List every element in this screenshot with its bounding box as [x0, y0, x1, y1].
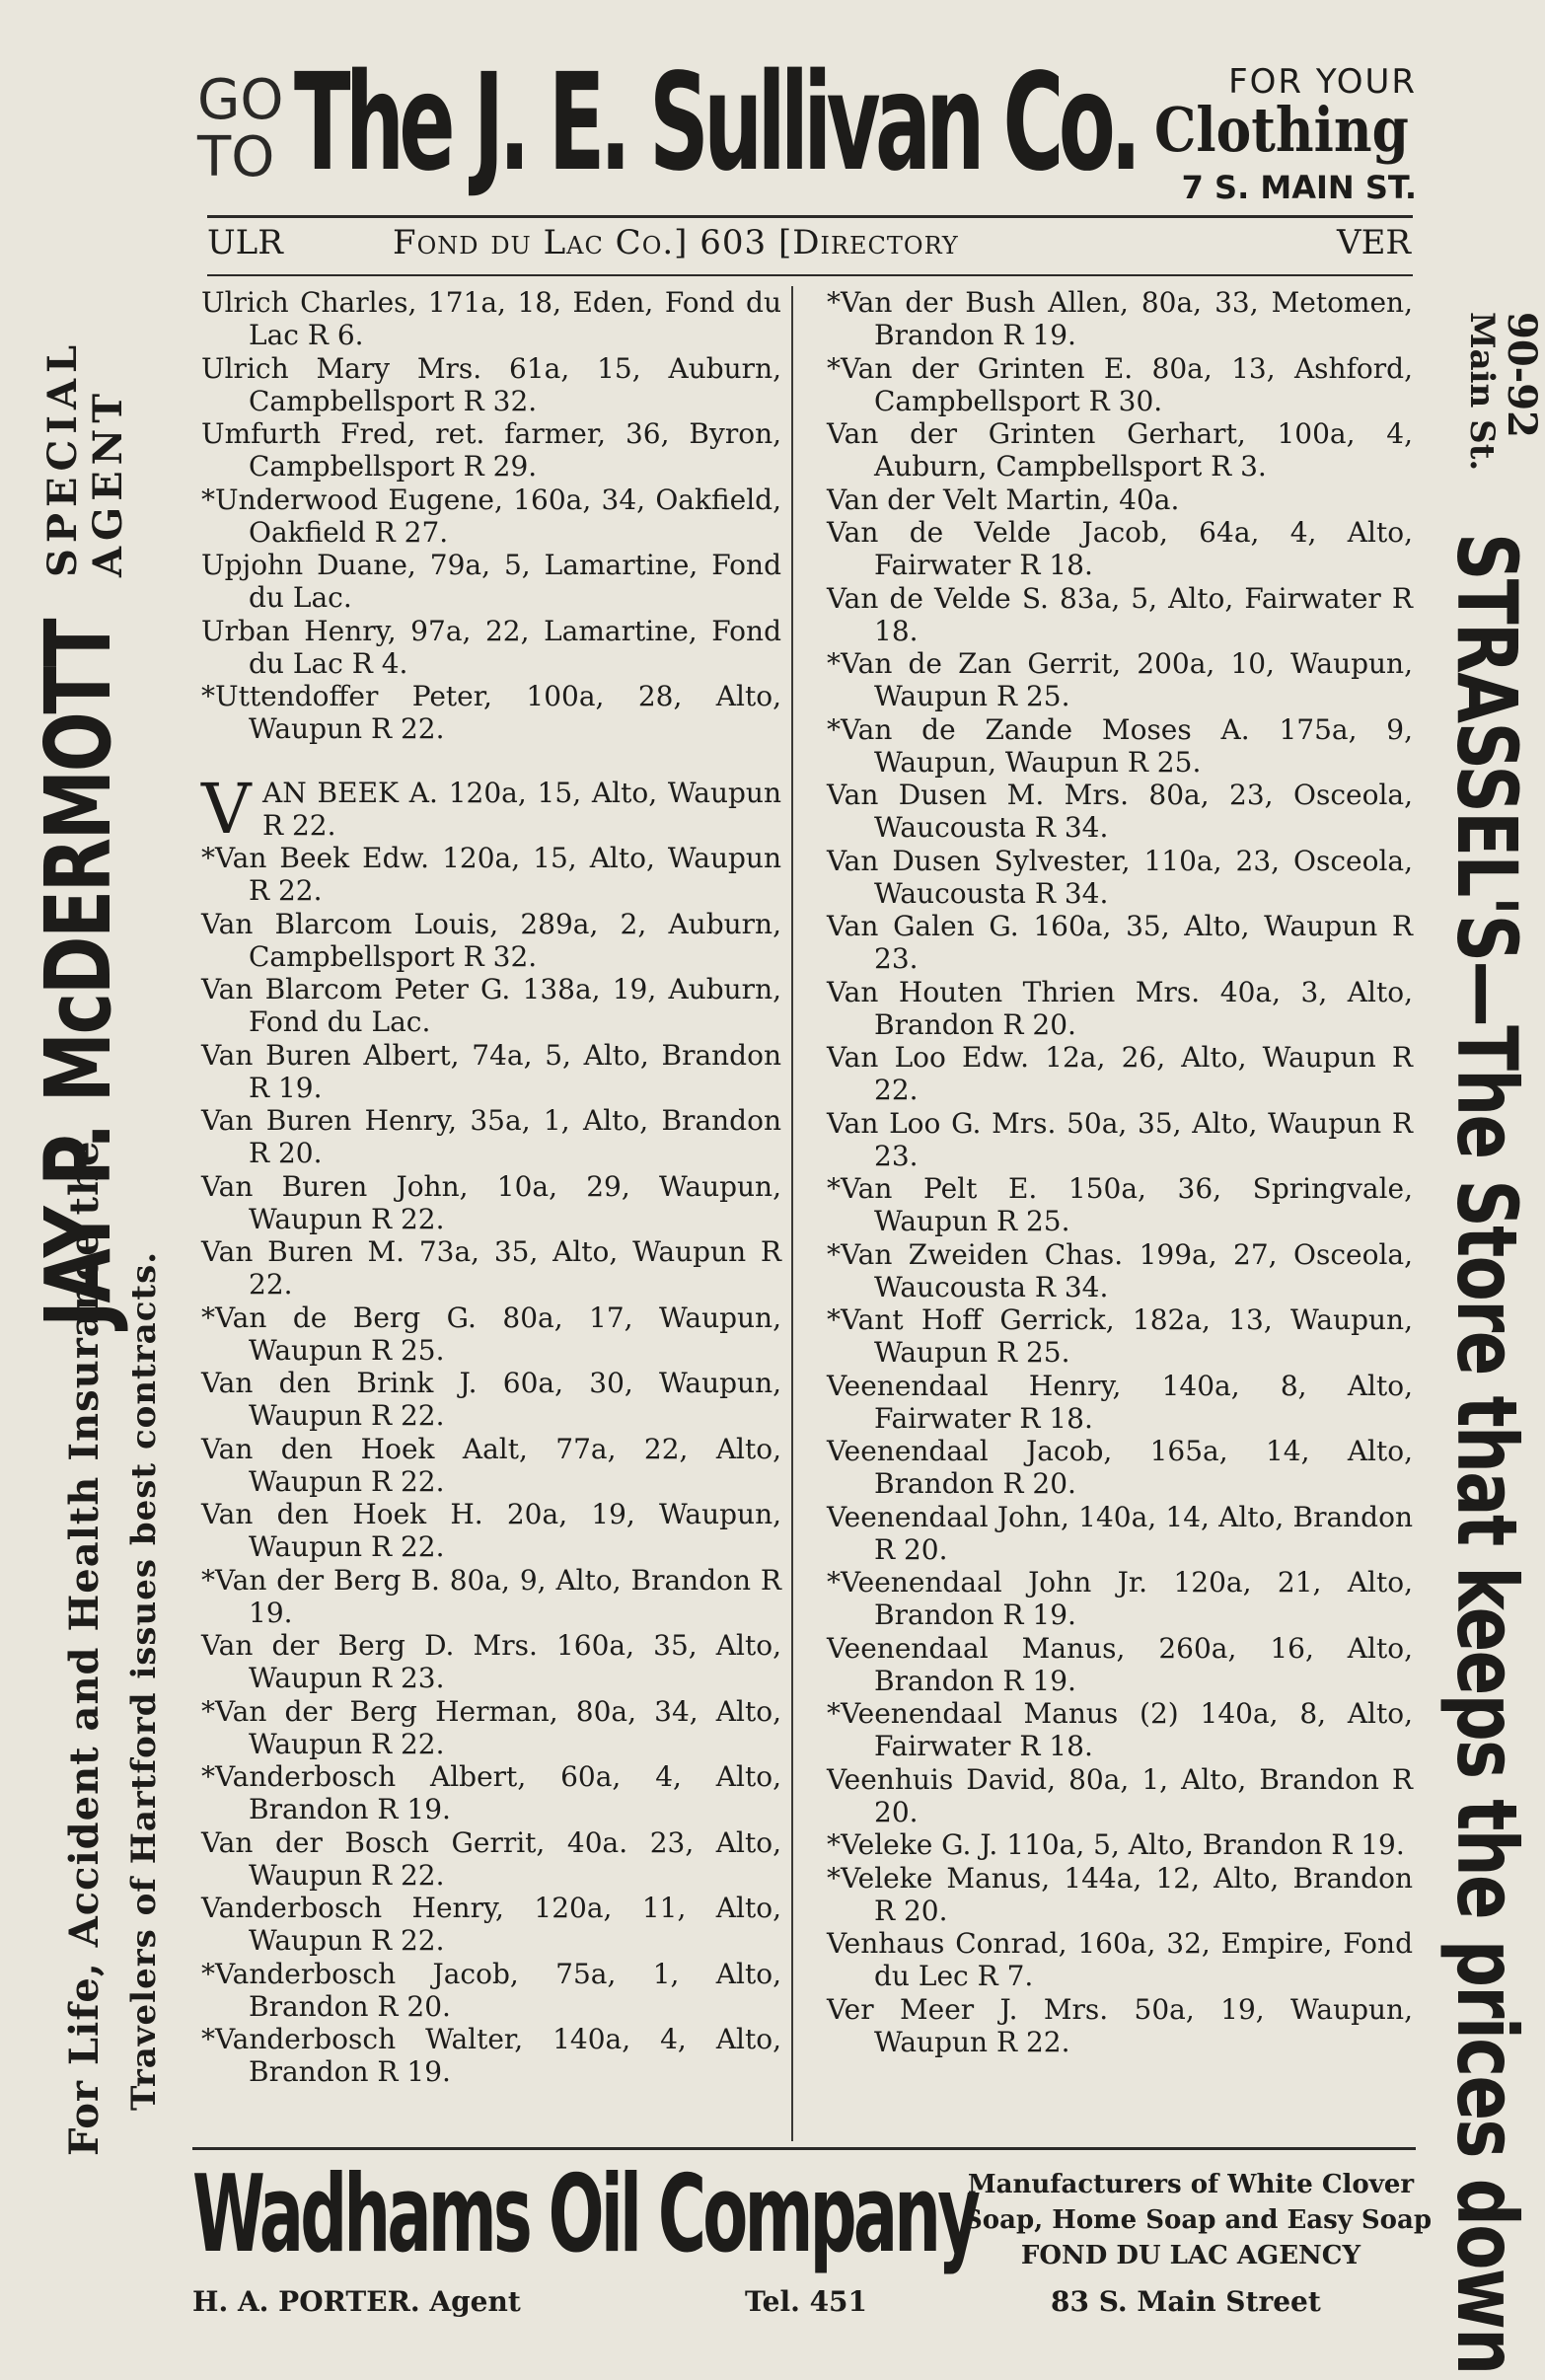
header-left: ULR [207, 223, 283, 262]
directory-entry: Ver Meer J. Mrs. 50a, 19, Waupun, Waupun R 22. [827, 1992, 1413, 2058]
directory-entry: *Van der Berg B. 80a, 9, Alto, Brandon R 19. [201, 1563, 781, 1629]
directory-entry: Van Loo Edw. 12a, 26, Alto, Waupun R 22. [827, 1041, 1413, 1106]
directory-entry: Veenendaal Manus, 260a, 16, Alto, Brandon R 19. [827, 1631, 1413, 1697]
directory-entry: Upjohn Duane, 79a, 5, Lamartine, Fond du Lac. [201, 549, 781, 614]
bottom-advertisement [192, 2153, 1433, 2358]
directory-entry: Van Blarcom Louis, 289a, 2, Auburn, Campbellsport R 32. [201, 907, 781, 973]
directory-entry: *Van der Grinten E. 80a, 13, Ashford, Campbellsport R 30. [827, 351, 1413, 417]
agency-line: FOND DU LAC AGENCY [1020, 2241, 1361, 2270]
dropcap-entry-text: AN BEEK A. 120a, 15, Alto, Waupun R 22. [262, 777, 781, 842]
strassel-address-number: 90-92 [1499, 312, 1545, 438]
directory-entry: *Veenendaal Manus (2) 140a, 8, Alto, Fairwater R 18. [827, 1697, 1413, 1762]
directory-entry: *Underwood Eugene, 160a, 34, Oakfield, Oakfield R 27. [201, 483, 781, 549]
directory-entry: Van Buren Albert, 74a, 5, Alto, Brandon R 19. [201, 1038, 781, 1104]
clothing-text: Clothing [1154, 94, 1409, 166]
directory-entry: *Van der Berg Herman, 80a, 34, Alto, Waupun R 22. [201, 1694, 781, 1760]
directory-entry: Van Houten Thrien Mrs. 40a, 3, Alto, Brandon R 20. [827, 975, 1413, 1041]
directory-entry: Van Galen G. 160a, 35, Alto, Waupun R 23. [827, 910, 1413, 975]
directory-entry: Veenhuis David, 80a, 1, Alto, Brandon R 20. [827, 1762, 1413, 1828]
strassel-slogan: STRASSEL'S—The Store that keeps the prices down [1438, 533, 1535, 2374]
directory-entry: Van Buren M. 73a, 35, Alto, Waupun R 22. [201, 1235, 781, 1301]
directory-entry: *Vant Hoff Gerrick, 182a, 13, Waupun, Waupun R 25. [827, 1303, 1413, 1369]
directory-entry: Umfurth Fred, ret. farmer, 36, Byron, Campbellsport R 29. [201, 417, 781, 483]
directory-entry: Veenendaal Jacob, 165a, 14, Alto, Brandon R 20. [827, 1435, 1413, 1500]
directory-entry: *Veenendaal John Jr. 120a, 21, Alto, Brandon R 19. [827, 1566, 1413, 1631]
mcdermott-name: JAY P. McDERMOTT [26, 620, 131, 1327]
header-middle: Fond du Lac Co.] 603 [Directory [393, 223, 959, 262]
agent-name: H. A. PORTER. Agent [192, 2285, 521, 2318]
entries-right [827, 286, 1413, 2058]
for-your-text: FOR YOUR [1228, 62, 1417, 102]
manufacturers-text [964, 2167, 1433, 2273]
agent-line [192, 2285, 1416, 2321]
directory-entry: Van Blarcom Peter G. 138a, 19, Auburn, Fond du Lac. [201, 973, 781, 1038]
right-side-advertisement [1417, 296, 1545, 2374]
directory-entry: *Vanderbosch Walter, 140a, 4, Alto, Brandon R 19. [201, 2023, 781, 2088]
directory-entry: Van Buren John, 10a, 29, Waupun, Waupun R 22. [201, 1169, 781, 1235]
directory-entry: Van de Velde Jacob, 64a, 4, Alto, Fairwater R 18. [827, 516, 1413, 581]
dropcap-letter: V [201, 769, 252, 850]
left-side-advertisement [26, 222, 187, 2156]
directory-entry: Veenendaal John, 140a, 14, Alto, Brandon R 20. [827, 1500, 1413, 1566]
agency-street: 83 S. Main Street [1051, 2285, 1321, 2318]
page-header [207, 223, 1411, 268]
directory-entry: *Van Pelt E. 150a, 36, Springvale, Waupun R 25. [827, 1172, 1413, 1237]
insurance-text: For Life, Accident and Health Insurance the [61, 1140, 108, 2156]
directory-entry: *Van de Berg G. 80a, 17, Waupun, Waupun R 25. [201, 1301, 781, 1367]
special-text: SPECIAL [39, 338, 86, 577]
directory-entry: Van der Berg D. Mrs. 160a, 35, Alto, Waupun R 23. [201, 1629, 781, 1694]
header-rule [207, 274, 1413, 276]
directory-entry: *Veleke G. J. 110a, 5, Alto, Brandon R 19. [827, 1828, 1405, 1861]
directory-entry: Veenendaal Henry, 140a, 8, Alto, Fairwater R 18. [827, 1369, 1413, 1435]
directory-entry: *Van de Zande Moses A. 175a, 9, Waupun, Waupun R 25. [827, 712, 1413, 779]
directory-entry: *Vanderbosch Albert, 60a, 4, Alto, Brandon R 19. [201, 1760, 781, 1825]
agent-text: AGENT [85, 387, 131, 577]
directory-entry: Van de Velde S. 83a, 5, Alto, Fairwater R 18. [827, 581, 1413, 647]
entries-u [201, 286, 781, 745]
directory-entry: Van der Grinten Gerhart, 100a, 4, Auburn, Campbellsport R 3. [827, 417, 1413, 483]
directory-entry: *Vanderbosch Jacob, 75a, 1, Alto, Brandon R 20. [201, 1957, 781, 2023]
directory-entry: Van den Hoek Aalt, 77a, 22, Alto, Waupun R 22. [201, 1432, 781, 1498]
sullivan-address: 7 S. MAIN ST. [1181, 169, 1417, 206]
travelers-text: Travelers of Hartford issues best contracts. [124, 1250, 164, 2111]
directory-entry: Van der Bosch Gerrit, 40a. 23, Alto, Waupun R 22. [201, 1825, 781, 1892]
directory-entry: *Van der Bush Allen, 80a, 33, Metomen, Brandon R 19. [827, 286, 1413, 351]
directory-entry: *Van Zweiden Chas. 199a, 27, Osceola, Waucousta R 34. [827, 1237, 1413, 1303]
directory-entry: *Van de Zan Gerrit, 200a, 10, Waupun, Waupun R 25. [827, 647, 1413, 712]
directory-entry: *Van Beek Edw. 120a, 15, Alto, Waupun R 22. [201, 842, 781, 907]
strassel-address-street: Main St. [1462, 312, 1502, 472]
entries-van [201, 842, 781, 2088]
directory-entry: Ulrich Charles, 171a, 18, Eden, Fond du Lac R 6. [201, 286, 781, 351]
telephone: Tel. 451 [745, 2285, 868, 2318]
directory-entry: Vanderbosch Henry, 120a, 11, Alto, Waupun R 22. [201, 1892, 781, 1957]
wadhams-company-name: Wadhams Oil Company [192, 2153, 978, 2276]
directory-entry: Ulrich Mary Mrs. 61a, 15, Auburn, Campbellsport R 32. [201, 351, 781, 417]
directory-entry: *Veleke Manus, 144a, 12, Alto, Brandon R 20. [827, 1861, 1413, 1927]
top-rule [207, 215, 1413, 218]
sullivan-company-name: The J. E. Sullivan Co. [294, 45, 1137, 201]
header-right: VER [1337, 223, 1411, 262]
directory-entry: Van der Velt Martin, 40a. [827, 483, 1180, 516]
dropcap-entry [201, 769, 781, 850]
manufacturers-line-1: Manufacturers of White Clover [967, 2170, 1415, 2199]
go-to-text: GO TO [197, 68, 284, 189]
column-divider [791, 286, 793, 2141]
directory-entry: Urban Henry, 97a, 22, Lamartine, Fond du Lac R 4. [201, 614, 781, 680]
directory-entry: Van Loo G. Mrs. 50a, 35, Alto, Waupun R 23. [827, 1106, 1413, 1172]
bottom-rule [192, 2147, 1416, 2150]
directory-column-right [827, 286, 1413, 2058]
directory-entry: Van den Brink J. 60a, 30, Waupun, Waupun R 22. [201, 1367, 781, 1432]
directory-entry: Van den Hoek H. 20a, 19, Waupun, Waupun R 22. [201, 1498, 781, 1563]
directory-entry: Venhaus Conrad, 160a, 32, Empire, Fond du Lec R 7. [827, 1927, 1413, 1992]
top-advertisement [197, 45, 1431, 206]
directory-entry: *Uttendoffer Peter, 100a, 28, Alto, Waupun R 22. [201, 680, 781, 745]
manufacturers-line-2: Soap, Home Soap and Easy Soap [964, 2205, 1433, 2235]
directory-column-left [201, 286, 781, 2089]
directory-entry: Van Dusen M. Mrs. 80a, 23, Osceola, Waucousta R 34. [827, 779, 1413, 844]
directory-entry: Van Buren Henry, 35a, 1, Alto, Brandon R 20. [201, 1104, 781, 1169]
directory-entry: Van Dusen Sylvester, 110a, 23, Osceola, Waucousta R 34. [827, 844, 1413, 910]
